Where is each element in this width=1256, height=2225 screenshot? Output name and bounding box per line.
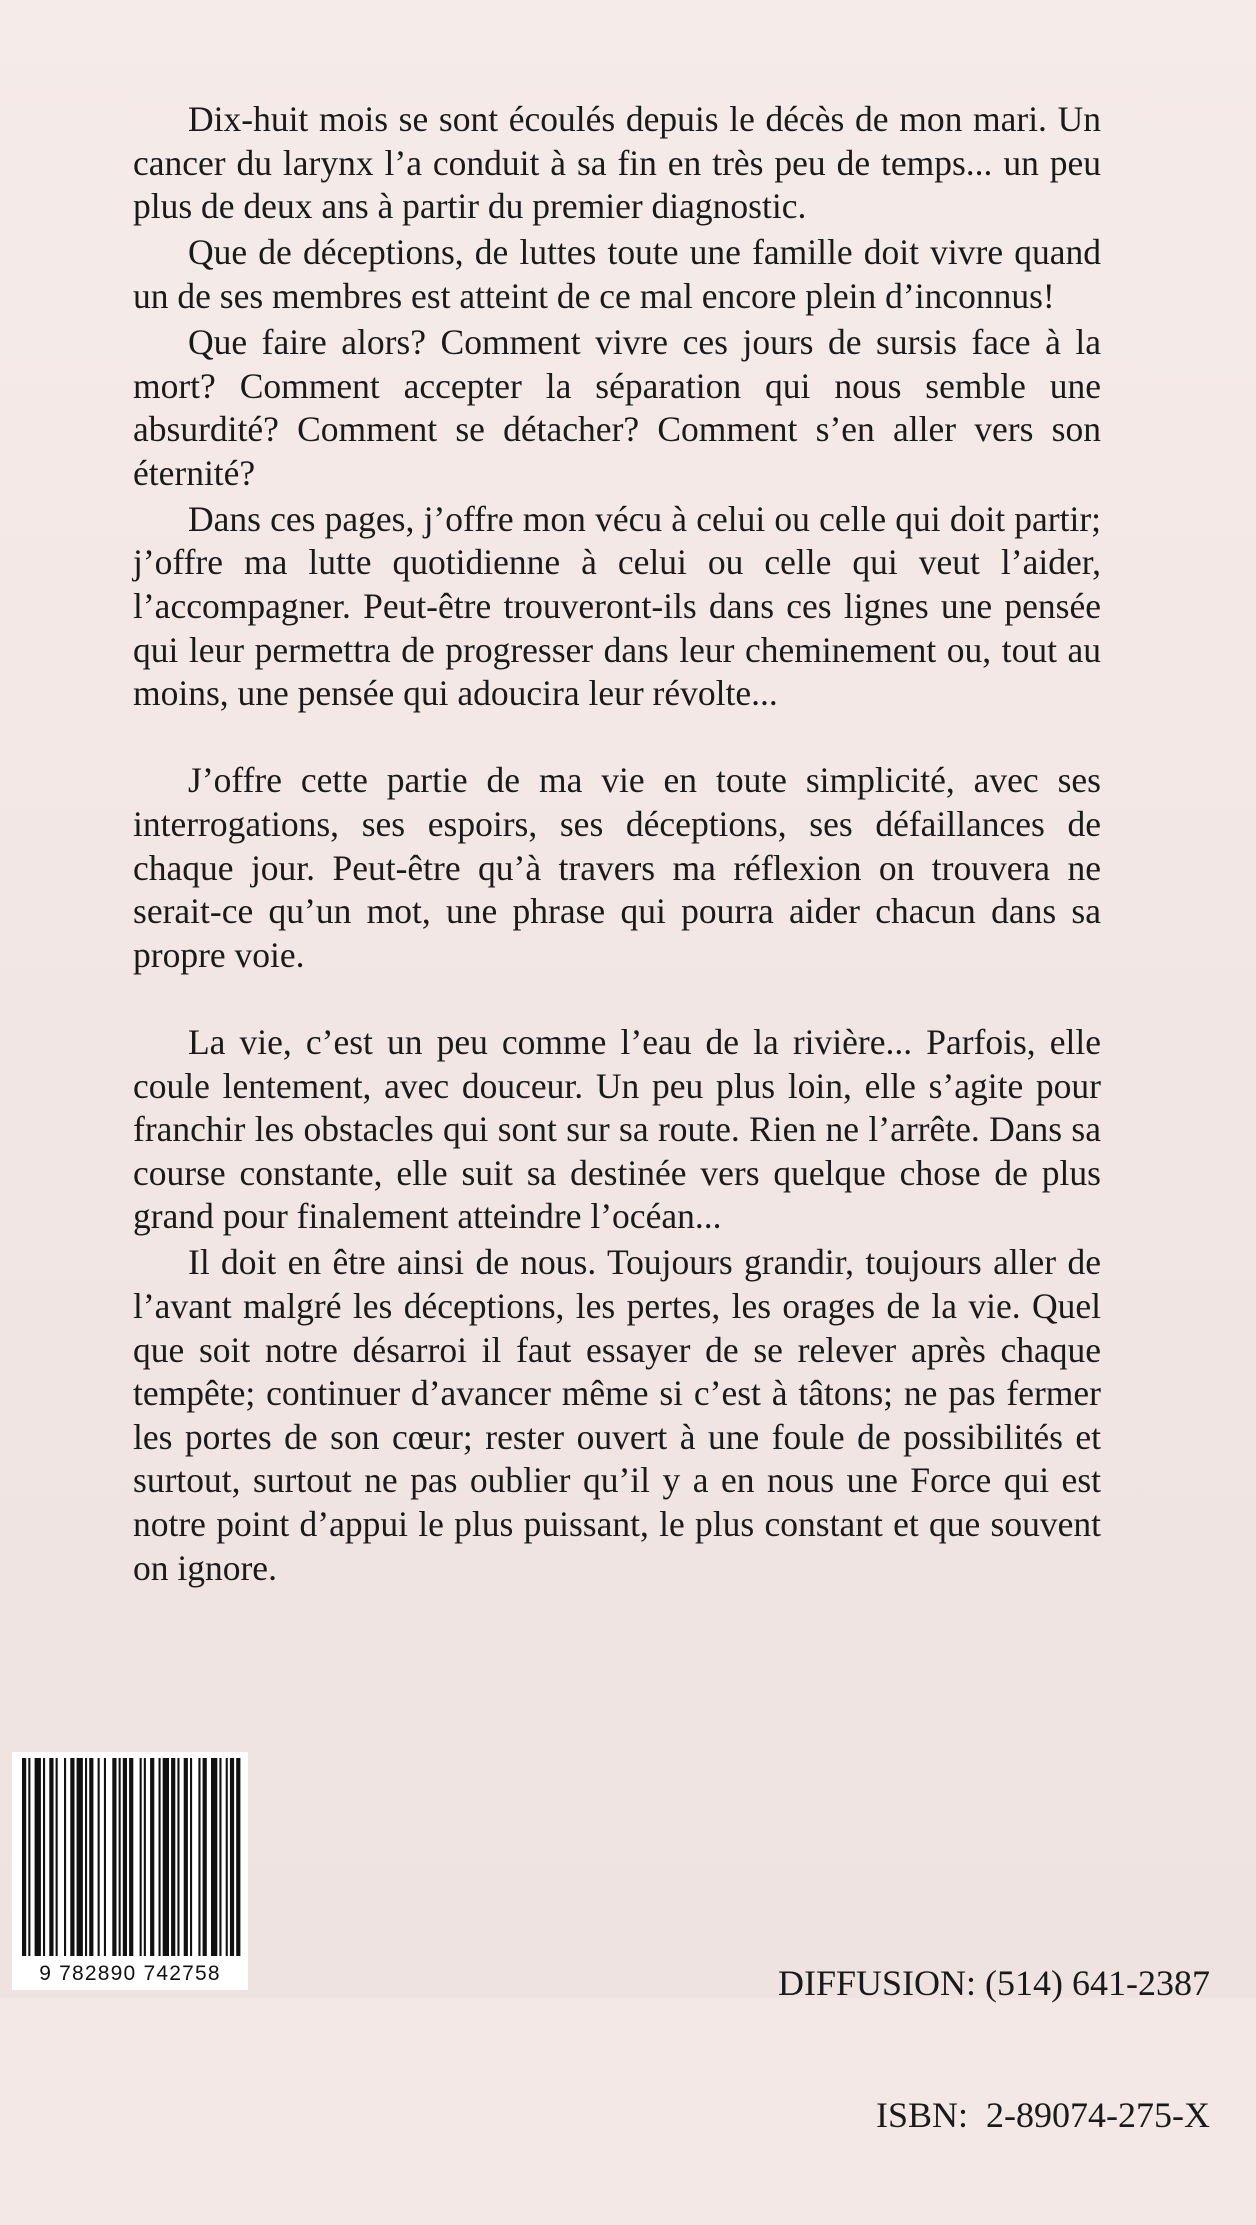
barcode-bar (163, 1758, 169, 1956)
paragraph-river: La vie, c’est un peu comme l’eau de la rivière... Parfois, elle coule lentement, avec douceur. Un peu plus loin, elle s’agite pour franchir les obstacles qui sont sur sa route. Rien ne l’arrête. Dans sa course constante, elle suit sa destinée vers quelque chose de plus grand pour finalement atteindre l’océan... (133, 1021, 1101, 1237)
barcode-bar (56, 1758, 58, 1956)
barcode-bar (236, 1758, 240, 1956)
diffusion-phone: DIFFUSION: (514) 641-2387 (778, 1963, 1210, 2003)
barcode-bar (123, 1758, 127, 1956)
barcode-bar (203, 1758, 207, 1956)
barcode-bar (104, 1758, 106, 1956)
barcode-bar (70, 1758, 74, 1956)
barcode-bar (85, 1758, 87, 1956)
barcode-bar (28, 1758, 30, 1956)
barcode-bar (140, 1758, 142, 1956)
barcode-bar (35, 1758, 41, 1956)
paragraph-simplicity: J’offre cette partie de ma vie en toute simplicité, avec ses interrogations, ses espoirs, ses déceptions, ses défaillances de chaque jour. Peut-être qu’à travers ma réflexion on trouvera ne serait-ce qu’un mot, une phrase qui pourra aider chacun dans sa propre voie. (133, 760, 1101, 975)
isbn-number: ISBN: 2-89074-275-X (876, 2095, 1210, 2135)
paragraph-deceptions: Que de déceptions, de luttes toute une famille doit vivre quand un de ses membres est atteint de ce mal encore plein d’inconnus! (133, 232, 1101, 316)
barcode-bar (22, 1758, 26, 1956)
barcode-bar (177, 1758, 179, 1956)
barcode-bar (43, 1758, 45, 1956)
barcode-bars (18, 1758, 242, 1958)
barcode-bar (230, 1758, 234, 1956)
barcode-bar (129, 1758, 133, 1956)
barcode-bar (184, 1758, 188, 1956)
barcode-bar (159, 1758, 161, 1956)
paragraph-force: Il doit en être ainsi de nous. Toujours grandir, toujours aller de l’avant malgré les déceptions, les pertes, les orages de la vie. Quel que soit notre désarroi il faut essayer de se relever après chaque tempête; continuer d’avancer même si c’est à tâtons; ne pas fermer les portes de son cœur; rester ouvert à une foule de possibilités et surtout, surtout ne pas oublier qu’il y a en nous une Force qui est notre point d’appui le plus puissant, le plus constant et que souvent on ignore. (133, 1242, 1101, 1588)
barcode-bar (77, 1758, 83, 1956)
barcode-bar (171, 1758, 175, 1956)
barcode-bar (89, 1758, 93, 1956)
barcode-bar (190, 1758, 192, 1956)
barcode-bar (49, 1758, 53, 1956)
publisher-info (778, 1873, 1210, 2225)
barcode-bar (219, 1758, 221, 1956)
barcode-digits: 9 782890 742758 (39, 1962, 221, 1985)
barcode-bar (119, 1758, 121, 1956)
back-cover-text (133, 98, 1101, 1593)
barcode-bar (112, 1758, 116, 1956)
barcode-bar (211, 1758, 217, 1956)
barcode-bar (144, 1758, 146, 1956)
barcode-bar (98, 1758, 100, 1956)
barcode-bar (150, 1758, 154, 1956)
paragraph-offering: Dans ces pages, j’offre mon vécu à celui ou celle qui doit partir; j’offre ma lutte quotidienne à celui ou celle qui veut l’aider, l’accompagner. Peut-être trouveront-ils dans ces lignes une pensée qui leur permettra de progresser dans leur cheminement ou, tout au moins, une pensée qui adoucira leur révolte... (133, 498, 1101, 714)
paragraph-intro: Dix-huit mois se sont écoulés depuis le décès de mon mari. Un cancer du larynx l’a conduit à sa fin en très peu de temps... un peu plus de deux ans à partir du premier diagnostic. (133, 99, 1101, 227)
barcode-bar (226, 1758, 228, 1956)
paragraph-questions: Que faire alors? Comment vivre ces jours de sursis face à la mort? Comment accepter la séparation qui nous semble une absurdité? Comment se détacher? Comment s’en aller vers son éternité? (133, 321, 1101, 493)
barcode-bar (64, 1758, 66, 1956)
isbn-barcode (12, 1752, 248, 1990)
barcode-bar (198, 1758, 200, 1956)
